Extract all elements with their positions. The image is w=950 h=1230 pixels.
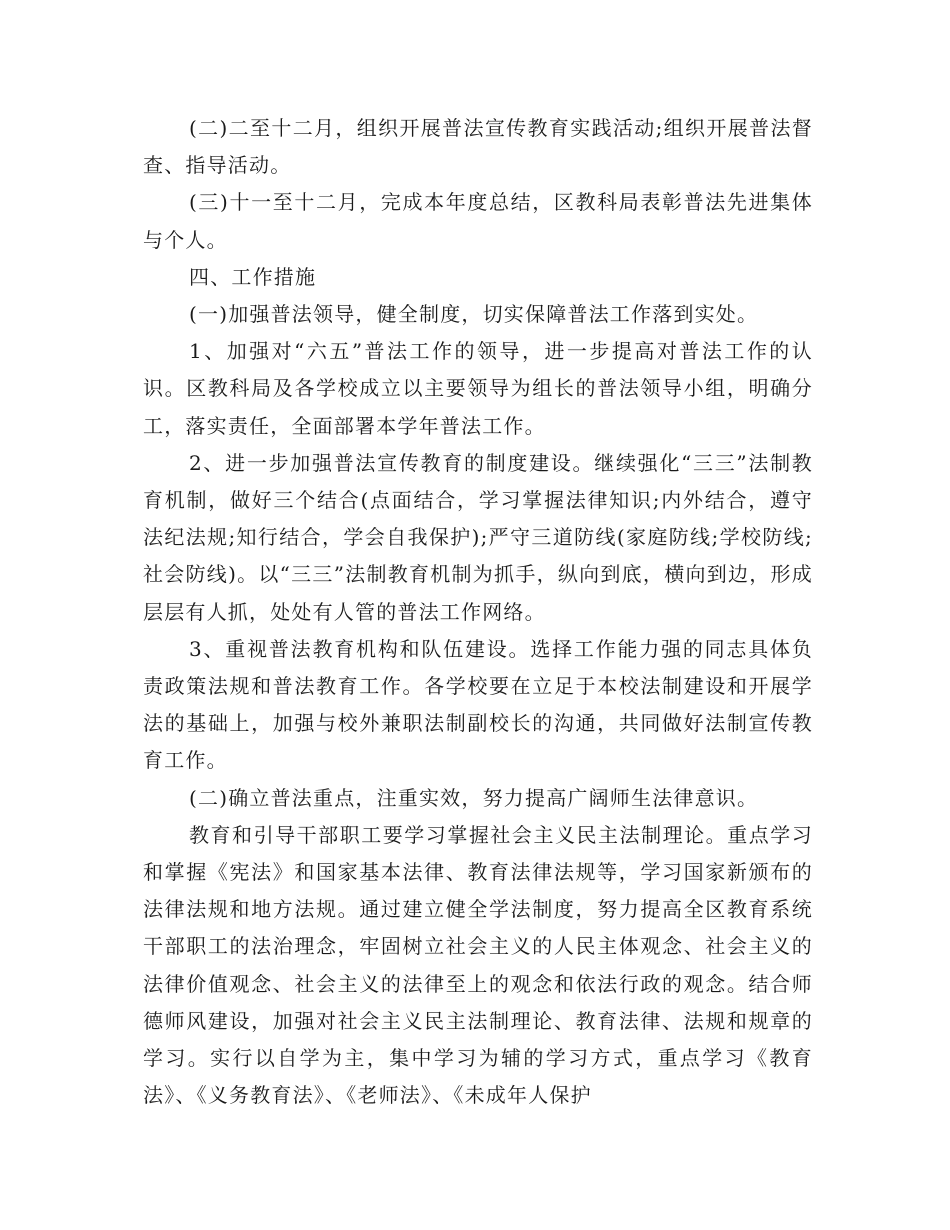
- paragraph: 2、进一步加强普法宣传教育的制度建设。继续强化“三三”法制教育机制，做好三个结合(点面结合，学习掌握法律知识;内外结合，遵守法纪法规;知行结合，学会自我保护);严守三道防线(家庭防线;学校防线;社会防线)。以“三三”法制教育机制为抓手，纵向到底，横向到边，形成层层有人抓，处处有人管的普法工作网络。: [143, 450, 813, 624]
- subsection-heading: (二)确立普法重点，注重实效，努力提高广阔师生法律意识。: [189, 785, 759, 810]
- subsection-heading: (一)加强普法领导，健全制度，切实保障普法工作落到实处。: [189, 302, 759, 327]
- document-body: [143, 110, 813, 1114]
- paragraph: 教育和引导干部职工要学习掌握社会主义民主法制理论。重点学习和掌握《宪法》和国家基本法律、教育法律法规等，学习国家新颁布的法律法规和地方法规。通过建立健全学法制度，努力提高全区教育系统干部职工的法治理念，牢固树立社会主义的人民主体观念、社会主义的法律价值观念、社会主义的法律至上的观念和依法行政的观念。结合师德师风建设，加强对社会主义民主法制理论、教育法律、法规和规章的学习。实行以自学为主，集中学习为辅的学习方式，重点学习《教育法》、《义务教育法》、《老师法》、《未成年人保护: [143, 822, 813, 1108]
- paragraph: 1、加强对“六五”普法工作的领导，进一步提高对普法工作的认识。区教科局及各学校成立以主要领导为组长的普法领导小组，明确分工，落实责任，全面部署本学年普法工作。: [143, 339, 813, 438]
- paragraph: (二)二至十二月，组织开展普法宣传教育实践活动;组织开展普法督查、指导活动。: [143, 116, 813, 178]
- paragraph: 3、重视普法教育机构和队伍建设。选择工作能力强的同志具体负责政策法规和普法教育工作。各学校要在立足于本校法制建设和开展学法的基础上，加强与校外兼职法制副校长的沟通，共同做好法制宣传教育工作。: [143, 636, 813, 773]
- paragraph: (三)十一至十二月，完成本年度总结，区教科局表彰普法先进集体与个人。: [143, 190, 813, 252]
- section-heading: 四、工作措施: [189, 264, 317, 289]
